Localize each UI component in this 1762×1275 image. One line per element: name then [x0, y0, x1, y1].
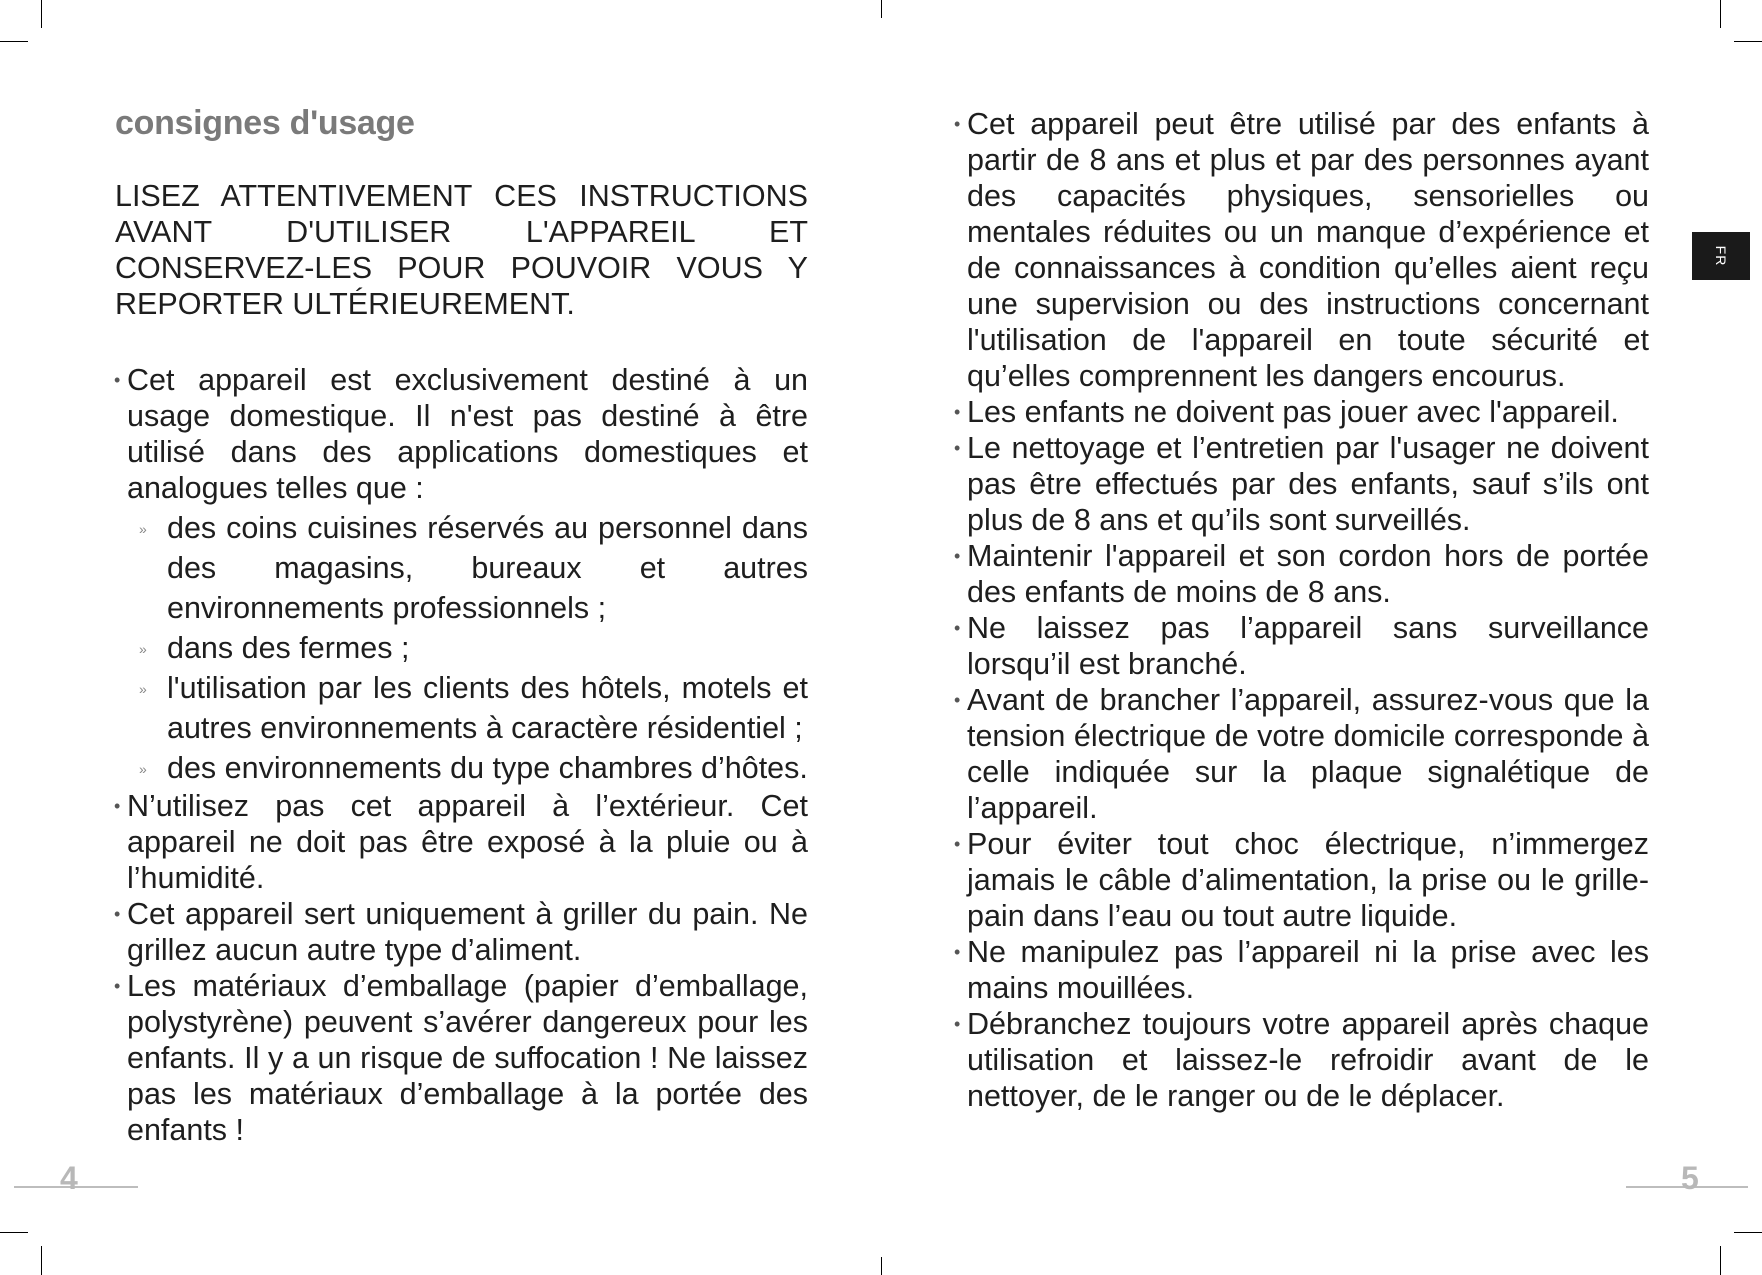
bullet-icon: • [114, 370, 121, 390]
list-item [115, 896, 808, 968]
list-item [955, 106, 1649, 394]
bullet-icon: • [954, 618, 961, 638]
section-title: consignes d'usage [115, 104, 415, 142]
page-number-left: 4 [60, 1160, 78, 1196]
sub-item-text: dans des fermes ; [167, 631, 410, 665]
sub-list-item [127, 748, 808, 788]
item-text: Cet appareil sert uniquement à griller du pain. Ne grillez aucun autre type d’aliment. [127, 897, 808, 967]
crop-mark [0, 41, 28, 42]
bullet-icon: • [114, 904, 121, 924]
list-item [955, 826, 1649, 934]
bullet-icon: • [954, 438, 961, 458]
sub-item-text: l'utilisation par les clients des hôtels, motels et autres environnements à caractère résidentiel ; [167, 671, 808, 745]
item-text: Pour éviter tout choc électrique, n’immergez jamais le câble d’alimentation, la prise ou le grille-pain dans l’eau ou tout autre liquide. [967, 827, 1649, 933]
item-text: Ne manipulez pas l’appareil ni la prise avec les mains mouillées. [967, 935, 1649, 1005]
sub-list-item [127, 628, 808, 668]
sub-list [127, 508, 808, 788]
list-item [955, 610, 1649, 682]
intro-warning: LISEZ ATTENTIVEMENT CES INSTRUCTIONS AVANT D'UTILISER L'APPAREIL ET CONSERVEZ-LES POUR POUVOIR VOUS Y REPORTER ULTÉRIEUREMENT. [115, 179, 808, 321]
bullet-icon: • [954, 834, 961, 854]
crop-mark [0, 1232, 28, 1233]
crop-mark [881, 0, 882, 18]
right-instruction-list [955, 106, 1649, 1114]
bullet-icon: • [954, 114, 961, 134]
language-tab [1692, 232, 1750, 280]
item-text: Les matériaux d’emballage (papier d’emballage, polystyrène) peuvent s’avérer dangereux pour les enfants. Il y a un risque de suffocation ! Ne laissez pas les matériaux d’emballage à la portée des enfants ! [127, 969, 808, 1147]
bullet-icon: • [114, 796, 121, 816]
bullet-icon: • [954, 942, 961, 962]
chevron-right-icon: » [139, 761, 147, 777]
sub-item-text: des coins cuisines réservés au personnel dans des magasins, bureaux et autres environnements professionnels ; [167, 511, 808, 625]
list-item [955, 682, 1649, 826]
item-text: Ne laissez pas l’appareil sans surveillance lorsqu’il est branché. [967, 611, 1649, 681]
crop-mark [1720, 1246, 1721, 1275]
sub-item-text: des environnements du type chambres d’hôtes. [167, 751, 808, 785]
bullet-icon: • [954, 402, 961, 422]
list-item [115, 788, 808, 896]
page-number-right: 5 [1681, 1160, 1699, 1196]
sub-list-item [127, 508, 808, 628]
bullet-icon: • [954, 690, 961, 710]
list-item [955, 538, 1649, 610]
list-item [955, 430, 1649, 538]
item-text: Cet appareil est exclusivement destiné à un usage domestique. Il n'est pas destiné à être utilisé dans des applications domestiques et analogues telles que : [127, 363, 808, 505]
crop-mark [881, 1257, 882, 1275]
chevron-right-icon: » [139, 681, 147, 697]
sub-list-item [127, 668, 808, 748]
item-text: Cet appareil peut être utilisé par des enfants à partir de 8 ans et plus et par des personnes ayant des capacités physiques, sensorielles ou mentales réduites ou un manque d’expérience et de connaissances à condition qu’elles aient reçu une supervision ou des instructions concernant l'utilisation de l'appareil en toute sécurité et qu’elles comprennent les dangers encourus. [967, 107, 1649, 393]
chevron-right-icon: » [139, 521, 147, 537]
list-item [955, 1006, 1649, 1114]
bullet-icon: • [954, 546, 961, 566]
bullet-icon: • [954, 1014, 961, 1034]
crop-mark [1734, 1232, 1762, 1233]
item-text: Avant de brancher l’appareil, assurez-vous que la tension électrique de votre domicile corresponde à celle indiquée sur la plaque signalétique de l’appareil. [967, 683, 1649, 825]
list-item [955, 394, 1649, 430]
item-text: Débranchez toujours votre appareil après chaque utilisation et laissez-le refroidir avant de le nettoyer, de le ranger ou de le déplacer. [967, 1007, 1649, 1113]
chevron-right-icon: » [139, 641, 147, 657]
item-text: Le nettoyage et l’entretien par l'usager ne doivent pas être effectués par des enfants, sauf s’ils ont plus de 8 ans et qu’ils sont surveillés. [967, 431, 1649, 537]
language-tab-label: FR [1713, 245, 1729, 267]
item-text: Maintenir l'appareil et son cordon hors de portée des enfants de moins de 8 ans. [967, 539, 1649, 609]
crop-mark [41, 0, 42, 28]
item-text: Les enfants ne doivent pas jouer avec l'appareil. [967, 395, 1619, 429]
item-text: N’utilisez pas cet appareil à l’extérieur. Cet appareil ne doit pas être exposé à la pluie ou à l’humidité. [127, 789, 808, 895]
bullet-icon: • [114, 976, 121, 996]
list-item [115, 968, 808, 1148]
list-item [115, 362, 808, 788]
crop-mark [1734, 41, 1762, 42]
crop-mark [41, 1246, 42, 1275]
left-instruction-list [115, 362, 808, 1148]
list-item [955, 934, 1649, 1006]
crop-mark [1720, 0, 1721, 28]
